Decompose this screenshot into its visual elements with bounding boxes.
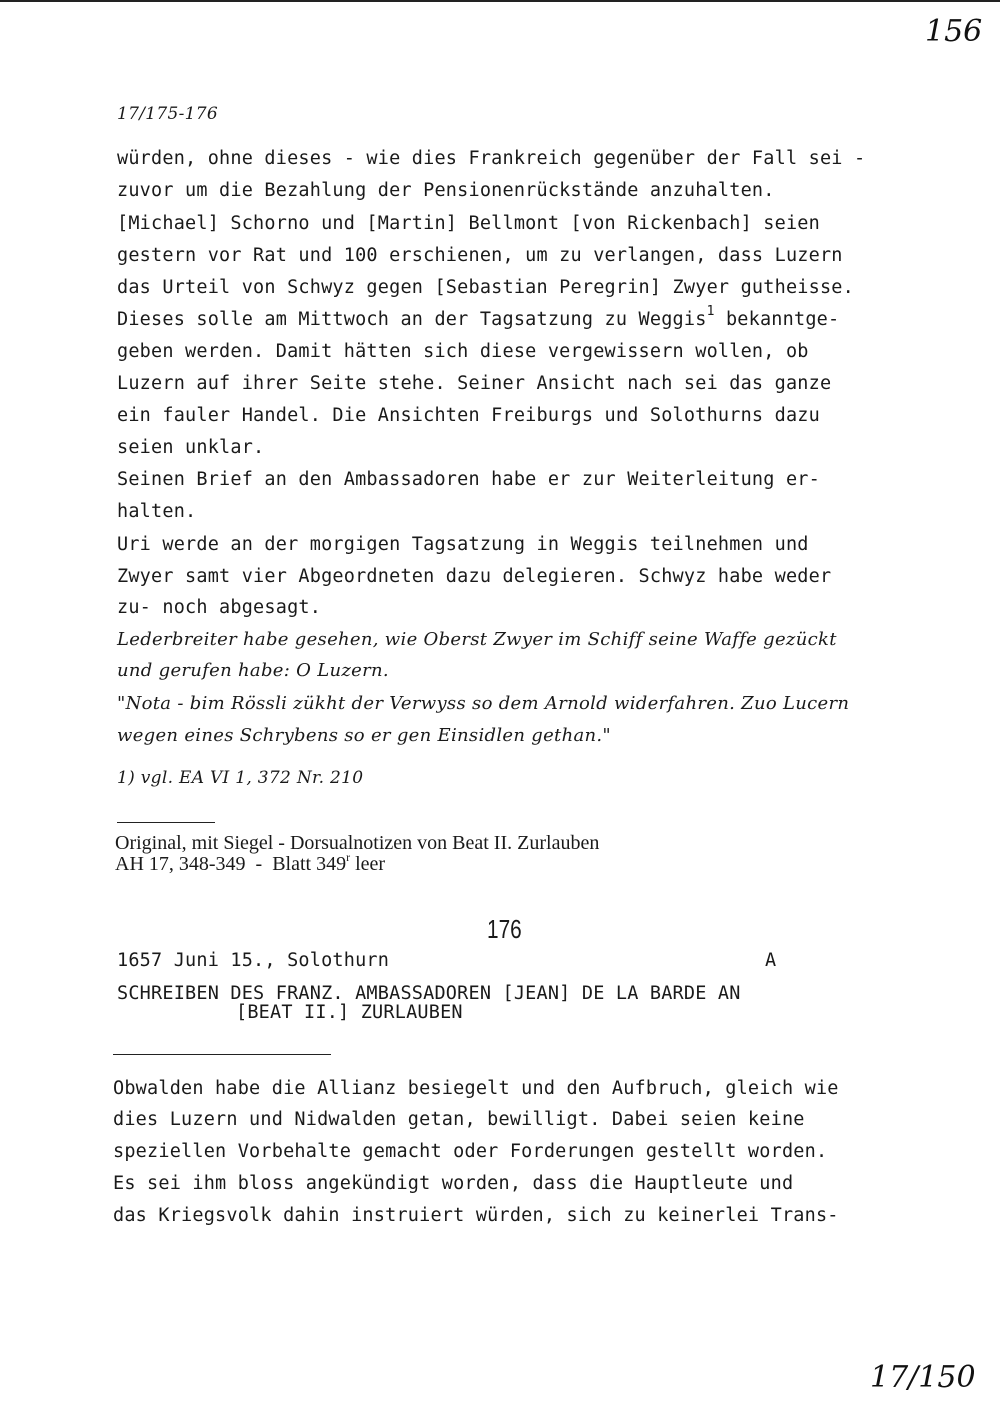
main-text-line: das Urteil von Schwyz gegen [Sebastian Peregrin] Zwyer gutheisse. (117, 277, 854, 298)
document-number: 176 (487, 914, 522, 944)
italic-quote-line: und gerufen habe: O Luzern. (117, 660, 389, 681)
main-text-line: Zwyer samt vier Abgeordneten dazu delegieren. Schwyz habe weder (117, 566, 832, 587)
footnote-separator (117, 822, 215, 823)
main-text-line: halten. (117, 501, 197, 522)
page-reference: 17/175-176 (117, 104, 218, 124)
language-code: A (765, 950, 777, 971)
scan-top-border (0, 0, 1000, 2)
main-text-segment: bekanntge- (714, 309, 840, 330)
main-text-line: [Michael] Schorno und [Martin] Bellmont [von Rickenbach] seien (117, 213, 820, 234)
document-title: [BEAT II.] ZURLAUBEN (236, 1002, 463, 1023)
footnote-marker: 1 (706, 304, 715, 319)
title-separator (113, 1054, 331, 1055)
body-text-line: Obwalden habe die Allianz besiegelt und den Aufbruch, gleich wie (113, 1078, 839, 1099)
main-text-line: geben werden. Damit hätten sich diese vergewissern wollen, ob (117, 341, 809, 362)
footnote: 1) vgl. EA VI 1, 372 Nr. 210 (117, 768, 364, 788)
main-text-line: ein fauler Handel. Die Ansichten Freiburgs und Solothurns dazu (117, 405, 820, 426)
italic-quote-line: Lederbreiter habe gesehen, wie Oberst Zwyer im Schiff seine Waffe gezückt (117, 629, 837, 650)
body-text-line: Es sei ihm bloss angekündigt worden, dass die Hauptleute und (113, 1173, 794, 1194)
source-note: Original, mit Siegel - Dorsualnotizen von Beat II. Zurlauben (115, 832, 600, 854)
main-text-line: Luzern auf ihrer Seite stehe. Seiner Ansicht nach sei das ganze (117, 373, 832, 394)
source-note-segment: leer (350, 853, 386, 875)
main-text-line (117, 304, 840, 330)
main-text-line: Uri werde an der morgigen Tagsatzung in Weggis teilnehmen und (117, 534, 809, 555)
source-note (115, 850, 386, 876)
body-text-line: speziellen Vorbehalte gemacht oder Forderungen gestellt worden. (113, 1141, 828, 1162)
main-text-line: Seinen Brief an den Ambassadoren habe er zur Weiterleitung er- (117, 469, 820, 490)
main-text-segment: Dieses solle am Mittwoch an der Tagsatzung zu Weggis (117, 309, 707, 330)
handwritten-archive-number: 17/150 (870, 1360, 976, 1395)
main-text-line: würden, ohne dieses - wie dies Frankreich gegenüber der Fall sei - (117, 148, 866, 169)
handwritten-folio-number: 156 (925, 14, 983, 49)
document-title: SCHREIBEN DES FRANZ. AMBASSADOREN [JEAN] DE LA BARDE AN (117, 983, 741, 1004)
date-place: 1657 Juni 15., Solothurn (117, 950, 390, 971)
source-note-segment: AH 17, 348-349 - Blatt 349 (115, 853, 347, 875)
main-text-line: seien unklar. (117, 437, 265, 458)
body-text-line: das Kriegsvolk dahin instruiert würden, sich zu keinerlei Trans- (113, 1205, 839, 1226)
main-text-line: zuvor um die Bezahlung der Pensionenrückstände anzuhalten. (117, 180, 775, 201)
main-text-line: zu- noch abgesagt. (117, 597, 322, 618)
main-text-line: gestern vor Rat und 100 erschienen, um zu verlangen, dass Luzern (117, 245, 843, 266)
recto-marker: r (346, 850, 351, 864)
italic-quote-line: "Nota - bim Rössli zükht der Verwyss so dem Arnold widerfahren. Zuo Lucern (117, 693, 850, 714)
italic-quote-line: wegen eines Schrybens so er gen Einsidlen gethan." (117, 725, 611, 746)
body-text-line: dies Luzern und Nidwalden getan, bewilligt. Dabei seien keine (113, 1109, 805, 1130)
